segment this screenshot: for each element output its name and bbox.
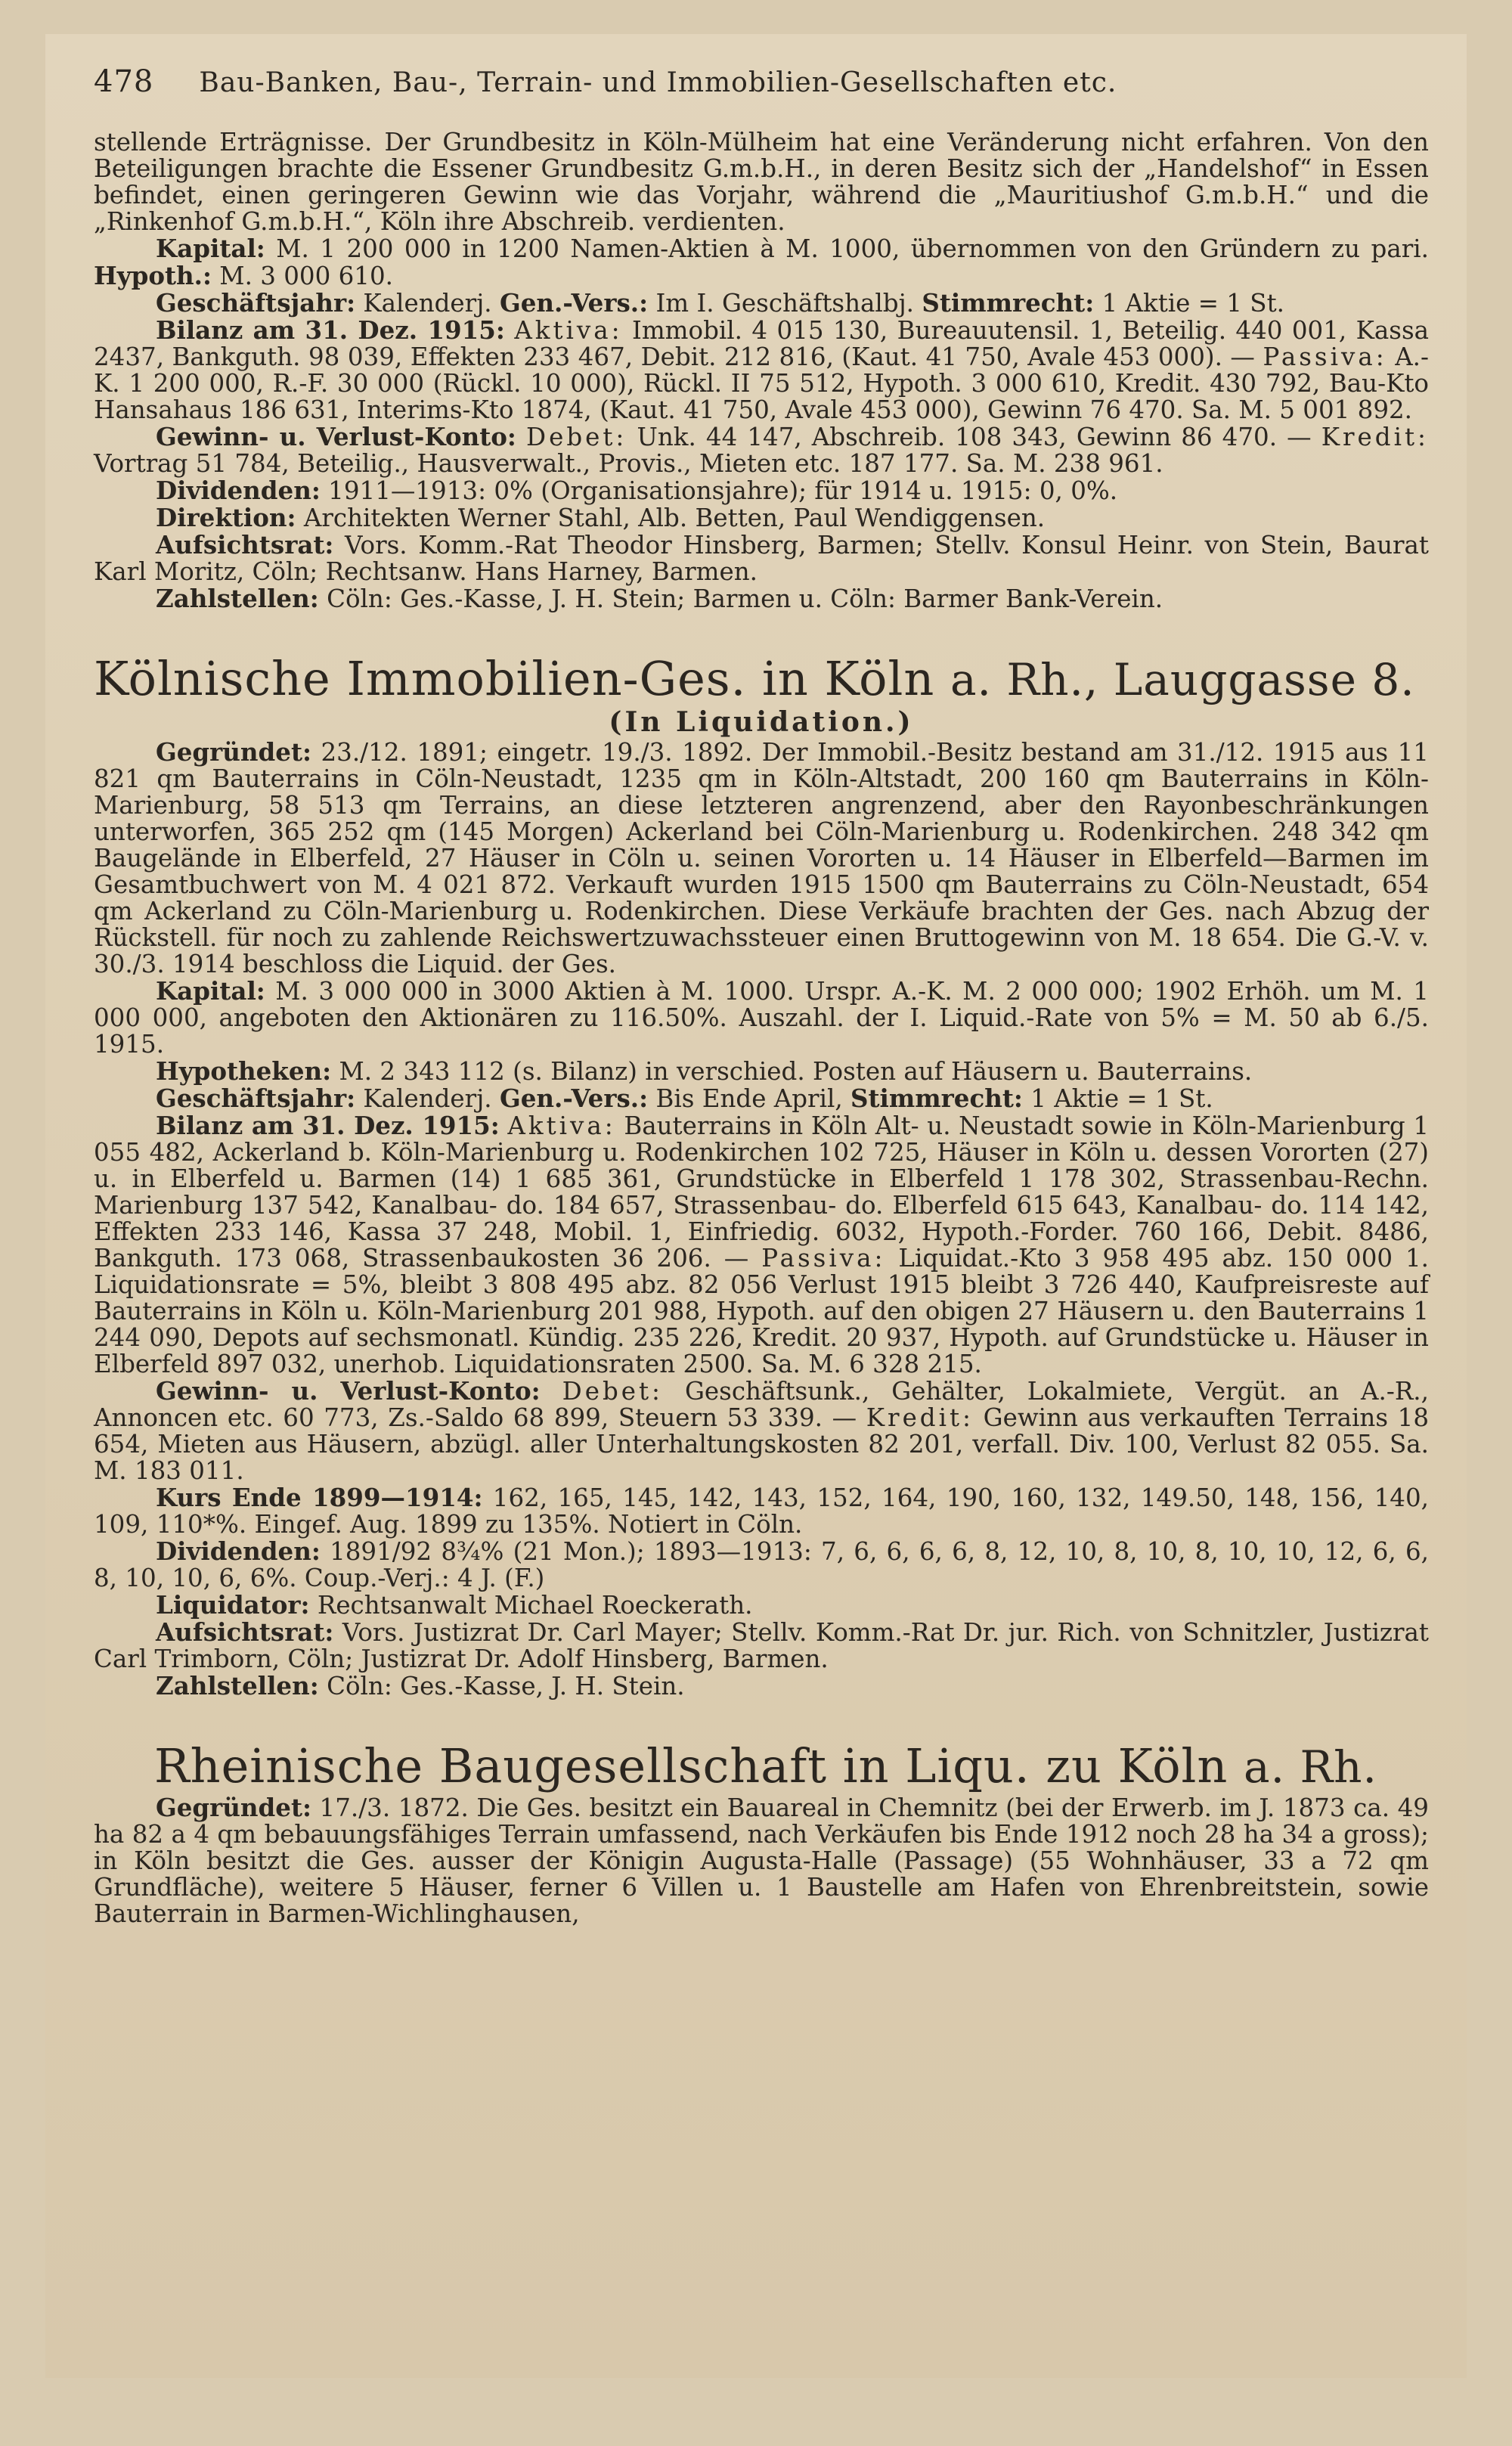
dir-text: Architekten Werner Stahl, Alb. Betten, Paul Wendiggensen.	[303, 504, 1046, 532]
kredit-text: Gewinn aus verkauften Terrains 18 654, Mieten aus Häusern, abzügl. aller Unterhaltungskosten 82 201, verfall. Div. 100, Verlust 82 055. Sa. M. 183 011.	[94, 1403, 1429, 1485]
kredit-word: Kredit:	[866, 1403, 974, 1432]
gegr-label: Gegründet:	[156, 1793, 311, 1822]
hyp-text: M. 2 343 112 (s. Bilanz) in verschied. Posten auf Häusern u. Bauterrains.	[339, 1057, 1253, 1086]
kapital-label: Kapital:	[156, 234, 265, 263]
gegr-label: Gegründet:	[156, 737, 311, 767]
direktion-line	[94, 504, 1429, 532]
bilanz-label: Bilanz am 31. Dez. 1915:	[156, 1111, 500, 1140]
gj-label: Geschäftsjahr:	[156, 288, 356, 318]
gegr-text: 17./3. 1872. Die Ges. besitzt ein Bauareal in Chemnitz (bei der Erwerb. im J. 1873 ca. 49 ha 82 a 4 qm bebauungsfähiges Terrain umfassend, nach Verkäufen bis Ende 1912 noch 28 ha 34 a gross); in Köln besitzt die Ges. ausser der Königin Augusta-Halle (Passage) (55 Wohnhäuser, 33 a 72 qm Grundfläche), weitere 5 Häuser, ferner 6 Villen u. 1 Baustelle am Hafen von Ehrenbreitstein, sowie Bauterrain in Barmen-Wichlinghausen,	[94, 1793, 1429, 1928]
debet-text: Unk. 44 147, Abschreib. 108 343, Gewinn 86 470. —	[637, 423, 1312, 451]
div-text: 1891/92 8¾% (21 Mon.); 1893—1913: 7, 6, 6, 6, 6, 8, 12, 10, 8, 10, 8, 10, 10, 12, 6, 6, 8, 10, 10, 6, 6%. Coup.-Verj.: 4 J. (F.)	[94, 1537, 1429, 1592]
aktiva-text: Immobil. 4 015 130, Bureauutensil. 1, Beteilig. 440 001, Kassa 2437, Bankguth. 98 039, Effekten 233 467, Debit. 212 816, (Kaut. 41 750, Avale 453 000). —	[94, 316, 1429, 371]
kredit-word: Kredit:	[1321, 423, 1429, 451]
kapital-paragraph	[94, 978, 1429, 1058]
div-label: Dividenden:	[156, 476, 321, 505]
sr-label: Stimmrecht:	[922, 288, 1095, 318]
gv-label: Gen.-Vers.:	[499, 288, 649, 318]
company-heading-koelnische	[94, 652, 1429, 707]
zs-text: Cöln: Ges.-Kasse, J. H. Stein; Barmen u. Cöln: Barmer Bank-Verein.	[327, 584, 1163, 613]
heading-part-a: Rheinische Baugesellschaft in Liqu. zu Köln	[154, 1738, 1228, 1793]
geschaeftsjahr-line	[94, 1085, 1429, 1112]
hypoth-text: M. 3 000 610.	[219, 262, 393, 290]
kapital-line	[94, 235, 1429, 290]
liquidator-line	[94, 1592, 1429, 1619]
debet-text: Geschäftsunk., Gehälter, Lokalmiete, Vergüt. an A.-R., Annoncen etc. 60 773, Zs.-Saldo 68 899, Steuern 53 339. —	[94, 1377, 1429, 1432]
zahlstellen-line	[94, 585, 1429, 612]
bilanz-label: Bilanz am 31. Dez. 1915:	[156, 315, 505, 345]
heading-part-b: a. Rh., Lauggasse 8.	[950, 654, 1415, 705]
gv-text: Im I. Geschäftshalbj.	[655, 289, 915, 318]
ar-label: Aufsichtsrat:	[156, 530, 334, 560]
kurs-paragraph	[94, 1484, 1429, 1538]
gegruendet-paragraph	[94, 739, 1429, 978]
geschaeftsjahr-line	[94, 290, 1429, 317]
ar-label: Aufsichtsrat:	[156, 1617, 334, 1647]
bilanz-paragraph	[94, 317, 1429, 423]
heading-part-b: a. Rh.	[1244, 1741, 1377, 1793]
liq-label: Liquidator:	[156, 1590, 310, 1620]
gj-text: Kalenderj.	[363, 1084, 492, 1113]
div-text: 1911—1913: 0% (Organisationsjahre); für 1914 u. 1915: 0, 0%.	[328, 476, 1118, 505]
aufsichtsrat-paragraph	[94, 532, 1429, 585]
bilanz-paragraph	[94, 1112, 1429, 1378]
sr-text: 1 Aktie = 1 St.	[1101, 289, 1284, 318]
gegruendet-paragraph	[94, 1794, 1429, 1927]
kapital-label: Kapital:	[156, 976, 265, 1006]
zahlstellen-line	[94, 1673, 1429, 1700]
kurs-text: 162, 165, 145, 142, 143, 152, 164, 190, 160, 132, 149.50, 148, 156, 140, 109, 110*%. Eingef. Aug. 1899 zu 135%. Notiert in Cöln.	[94, 1483, 1429, 1539]
passiva-text: A.-K. 1 200 000, R.-F. 30 000 (Rückl. 10 000), Rückl. II 75 512, Hypoth. 3 000 610, Kredit. 430 792, Bau-Kto Hansahaus 186 631, Interims-Kto 1874, (Kaut. 41 750, Avale 453 000), Gewinn 76 470. Sa. M. 5 001 892.	[94, 343, 1429, 424]
document-page	[45, 34, 1467, 2378]
company-heading-rheinische	[154, 1739, 1429, 1794]
guv-label: Gewinn- u. Verlust-Konto:	[156, 1376, 541, 1406]
kredit-text: Vortrag 51 784, Beteilig., Hausverwalt., Provis., Mieten etc. 187 177. Sa. M. 238 961.	[94, 449, 1163, 478]
page-number: 478	[94, 64, 154, 99]
ar-text: Vors. Justizrat Dr. Carl Mayer; Stellv. Komm.-Rat Dr. jur. Rich. von Schnitzler, Justizrat Carl Trimborn, Cöln; Justizrat Dr. Adolf Hinsberg, Barmen.	[94, 1618, 1429, 1673]
hypoth-label: Hypoth.:	[94, 261, 212, 290]
guv-label: Gewinn- u. Verlust-Konto:	[156, 422, 516, 451]
zs-label: Zahlstellen:	[156, 584, 319, 613]
gj-text: Kalenderj.	[363, 289, 492, 318]
div-label: Dividenden:	[156, 1536, 321, 1566]
aufsichtsrat-paragraph	[94, 1619, 1429, 1673]
zs-text: Cöln: Ges.-Kasse, J. H. Stein.	[327, 1672, 685, 1700]
sr-text: 1 Aktie = 1 St.	[1030, 1084, 1213, 1113]
gj-label: Geschäftsjahr:	[156, 1083, 356, 1113]
debet-word: Debet:	[562, 1377, 663, 1406]
dividenden-paragraph	[94, 1538, 1429, 1592]
guv-paragraph	[94, 423, 1429, 477]
ar-text: Vors. Komm.-Rat Theodor Hinsberg, Barmen; Stellv. Konsul Heinr. von Stein, Baurat Karl Moritz, Cöln; Rechtsanw. Hans Harney, Barmen.	[94, 531, 1429, 586]
paragraph-continuation: stellende Erträgnisse. Der Grundbesitz in Köln-Mülheim hat eine Veränderung nicht erfahren. Von den Beteiligungen brachte die Essener Grundbesitz G.m.b.H., in deren Besitz sich der „Handelshof“ in Essen befindet, einen geringeren Gewinn wie das Vorjahr, während die „Mauritiushof G.m.b.H.“ und die „Rinkenhof G.m.b.H.“, Köln ihre Abschreib. verdienten.	[94, 128, 1429, 236]
dir-label: Direktion:	[156, 503, 296, 532]
kapital-text: M. 1 200 000 in 1200 Namen-Aktien à M. 1000, übernommen von den Gründern zu pari.	[276, 234, 1429, 263]
zs-label: Zahlstellen:	[156, 1671, 319, 1700]
gegr-text: 23./12. 1891; eingetr. 19./3. 1892. Der Immobil.-Besitz bestand am 31./12. 1915 aus 11 821 qm Bauterrains in Cöln-Neustadt, 1235 qm in Köln-Altstadt, 200 160 qm Bauterrains in Köln-Marienburg, 58 513 qm Terrains, an diese letzteren angrenzend, aber den Rayonbeschränkungen unterworfen, 365 252 qm (145 Morgen) Ackerland bei Cöln-Marienburg u. Rodenkirchen. 248 342 qm Baugelände in Elberfeld, 27 Häuser in Cöln u. seinen Vororten u. 14 Häuser in Elberfeld—Barmen im Gesamtbuchwert von M. 4 021 872. Verkauft wurden 1915 1500 qm Bauterrains zu Cöln-Neustadt, 654 qm Ackerland zu Cöln-Marienburg u. Rodenkirchen. Diese Verkäufe brachten der Ges. nach Abzug der Rückstell. für noch zu zahlende Reichswertzuwachssteuer einen Bruttogewinn von M. 18 654. Die G.-V. v. 30./3. 1914 beschloss die Liquid. der Ges.	[94, 738, 1429, 978]
gv-text: Bis Ende April,	[655, 1084, 843, 1113]
aktiva-word: Aktiva:	[507, 1111, 616, 1140]
dividenden-line	[94, 477, 1429, 504]
passiva-word: Passiva:	[761, 1244, 886, 1273]
liq-text: Rechtsanwalt Michael Roeckerath.	[317, 1591, 753, 1620]
liquidation-subtitle: (In Liquidation.)	[609, 706, 914, 738]
running-title: Bau-Banken, Bau-, Terrain- und Immobilien-Gesellschaften etc.	[199, 67, 1117, 98]
passiva-text: Liquidat.-Kto 3 958 495 abz. 150 000 1. Liquidationsrate = 5%, bleibt 3 808 495 abz. 82 056 Verlust 1915 bleibt 3 726 440, Kaufpreisreste auf Bauterrains in Köln u. Köln-Marienburg 201 988, Hypoth. auf den obigen 27 Häusern u. den Bauterrains 1 244 090, Depots auf sechsmonatl. Kündig. 235 226, Kredit. 20 937, Hypoth. auf Grundstücke u. Häuser in Elberfeld 897 032, unerhob. Liquidationsraten 2500. Sa. M. 6 328 215.	[94, 1244, 1429, 1378]
sr-label: Stimmrecht:	[850, 1083, 1023, 1113]
aktiva-word: Aktiva:	[514, 316, 623, 345]
running-head	[94, 64, 1429, 99]
hyp-label: Hypotheken:	[156, 1056, 332, 1086]
guv-paragraph	[94, 1378, 1429, 1484]
kapital-text: M. 3 000 000 in 3000 Aktien à M. 1000. Urspr. A.-K. M. 2 000 000; 1902 Erhöh. um M. 1 000 000, angeboten den Aktionären zu 116.50%. Auszahl. der I. Liquid.-Rate von 5% = M. 50 ab 6./5. 1915.	[94, 977, 1429, 1059]
heading-part-a: Kölnische Immobilien-Ges. in Köln	[94, 651, 935, 706]
aktiva-text: Bauterrains in Köln Alt- u. Neustadt sowie in Köln-Marienburg 1 055 482, Ackerland b. Köln-Marienburg u. Rodenkirchen 102 725, Häuser in Köln u. dessen Vororten (27) u. in Elberfeld u. Barmen (14) 1 685 361, Grundstücke in Elberfeld 1 178 302, Strassenbau-Rechn. Marienburg 137 542, Kanalbau- do. 184 657, Strassenbau- do. Elberfeld 615 643, Kanalbau- do. 114 142, Effekten 233 146, Kassa 37 248, Mobil. 1, Einfriedig. 6032, Hypoth.-Forder. 760 166, Debit. 8486, Bankguth. 173 068, Strassenbaukosten 36 206. —	[94, 1111, 1429, 1273]
passiva-word: Passiva:	[1263, 343, 1387, 371]
hypotheken-line	[94, 1058, 1429, 1085]
kurs-label: Kurs Ende 1899—1914:	[156, 1483, 483, 1512]
gv-label: Gen.-Vers.:	[499, 1083, 649, 1113]
debet-word: Debet:	[526, 423, 627, 451]
